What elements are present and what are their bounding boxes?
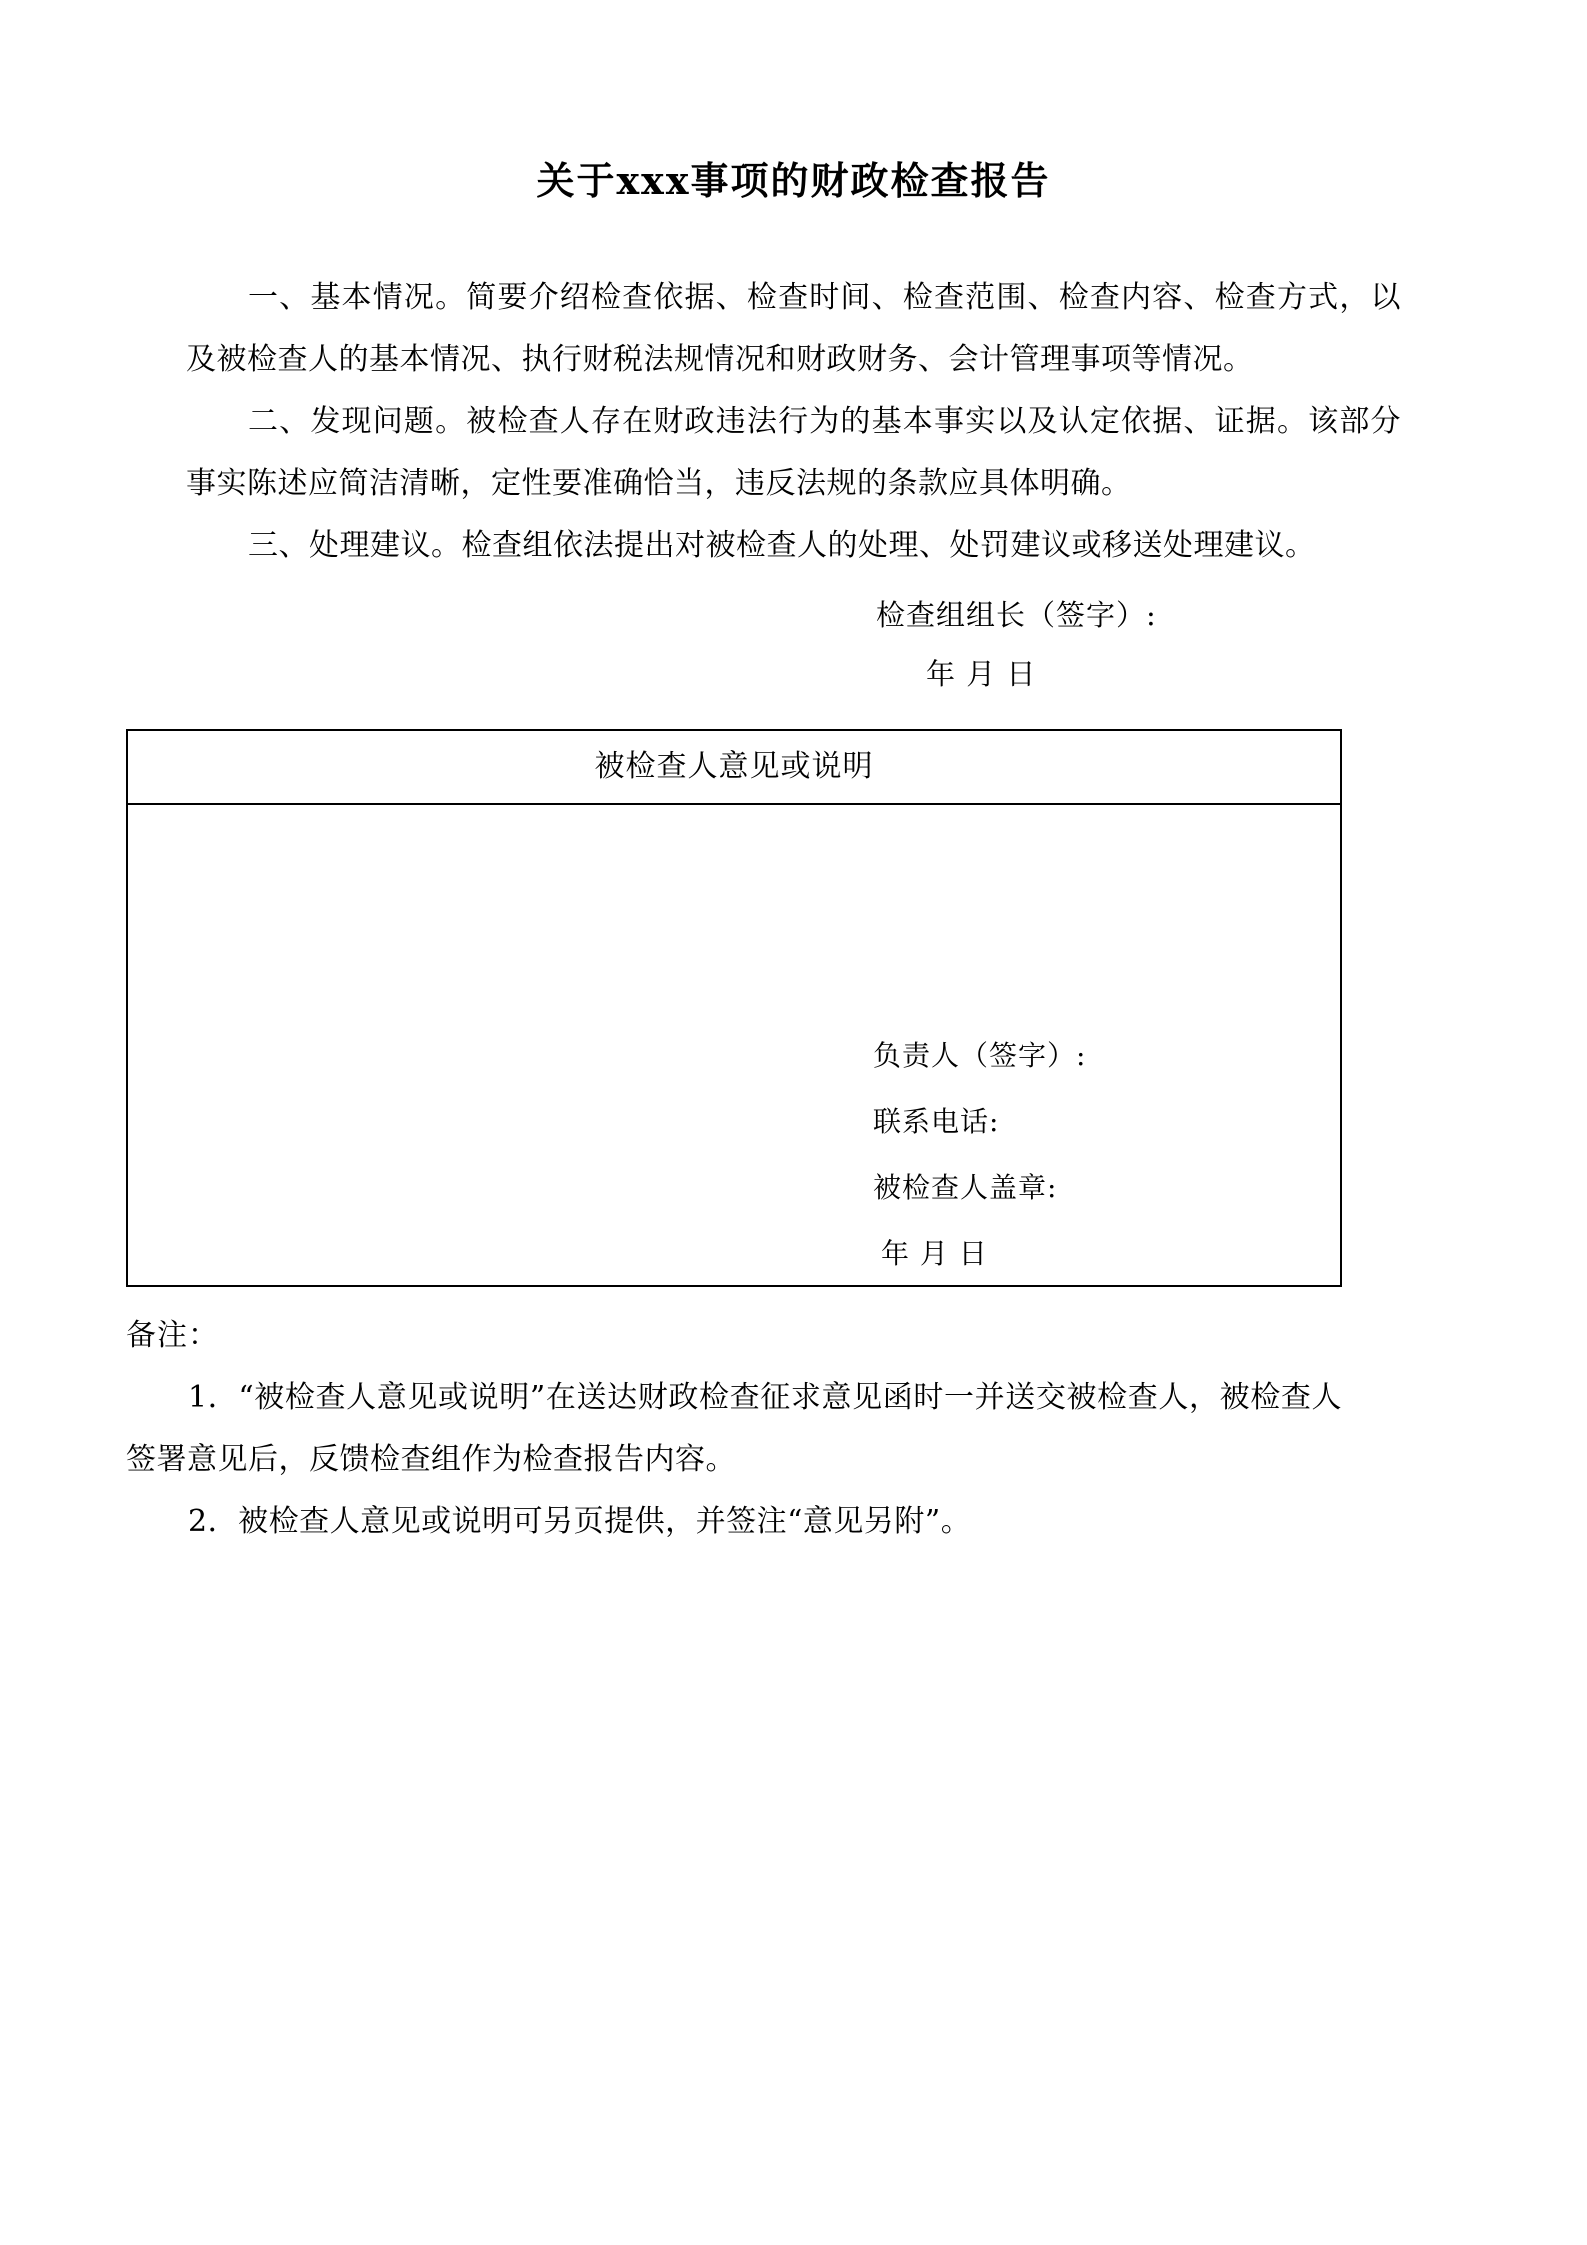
- page-title: 关于xxx事项的财政检查报告: [536, 158, 1051, 203]
- inspectee-opinion-box: [126, 729, 1342, 1287]
- contact-phone-label: 联系电话:: [873, 1105, 1000, 1138]
- inspectee-opinion-fields: [873, 1023, 1086, 1287]
- spacer: [186, 577, 1401, 585]
- inspection-team-leader-signature-label: 检查组组长（签字）:: [876, 598, 1157, 632]
- paragraph-found-issues: 二、发现问题。被检查人存在财政违法行为的基本事实以及认定依据、证据。该部分事实陈述应简洁清晰，定性要准确恰当，违反法规的条款应具体明确。: [186, 404, 1401, 501]
- remark-item: 1．“被检查人意见或说明”在送达财政检查征求意见函时一并送交被检查人，被检查人签署意见后，反馈检查组作为检查报告内容。: [126, 1380, 1342, 1477]
- remarks-list: [126, 1367, 1342, 1553]
- document-content: [126, 150, 1401, 1553]
- inspectee-opinion-header: 被检查人意见或说明: [128, 731, 1340, 805]
- paragraph-basic-situation: 一、基本情况。简要介绍检查依据、检查时间、检查范围、检查内容、检查方式，以及被检查人的基本情况、执行财税法规情况和财政财务、会计管理事项等情况。: [186, 280, 1401, 377]
- inspectee-date-label: 年 月 日: [881, 1237, 988, 1270]
- remark-item: 2．被检查人意见或说明可另页提供，并签注“意见另附”。: [188, 1504, 972, 1539]
- inspection-team-leader-date-label: 年 月 日: [926, 657, 1037, 691]
- responsible-person-signature-label: 负责人（签字）:: [873, 1039, 1087, 1072]
- remarks-label: 备注：: [126, 1318, 219, 1353]
- inspectee-opinion-body[interactable]: [128, 805, 1340, 1285]
- inspectee-seal-label: 被检查人盖章:: [873, 1171, 1058, 1204]
- paragraph-handling-suggestion: 三、处理建议。检查组依法提出对被检查人的处理、处罚建议或移送处理建议。: [248, 528, 1316, 563]
